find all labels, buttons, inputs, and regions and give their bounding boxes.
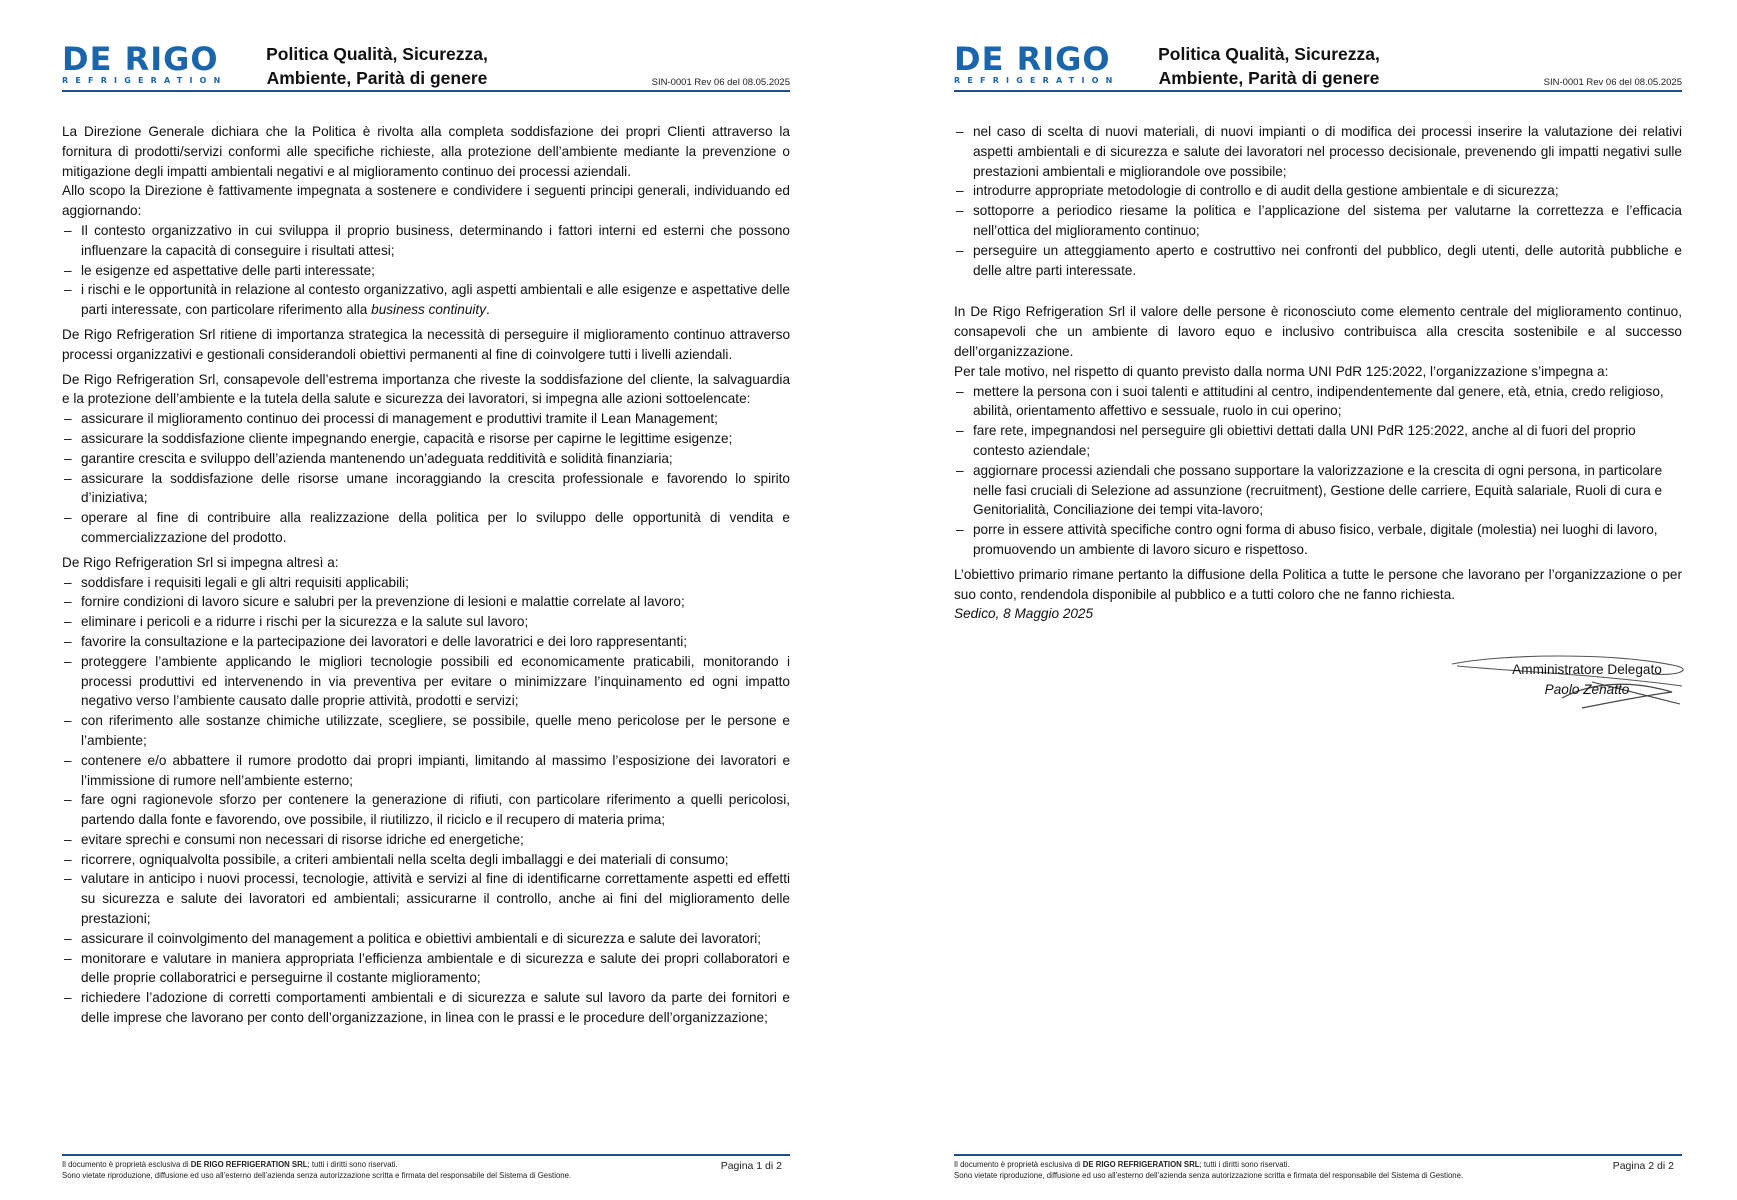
page-1 xyxy=(50,0,830,1200)
page-number: Pagina 2 di 2 xyxy=(1612,1160,1674,1172)
list-item: – proteggere l’ambiente applicando le migliori tecnologie possibili ed economicamente praticabili, monitorando i processi produttivi ed intervenendo in via preventiva per evitare o minimizzare l’inquinamento ed ogni impatto negativo verso l’ambiente causato dalle proprie attività, prodotti e servizi; xyxy=(62,652,790,711)
principles-list xyxy=(62,221,790,320)
page-2 xyxy=(942,0,1722,1200)
list-item: – sottoporre a periodico riesame la politica e l’applicazione del sistema per valutarne la correttezza e l’efficacia nell’ottica del miglioramento continuo; xyxy=(954,201,1682,241)
list-item: – operare al fine di contribuire alla realizzazione della politica per lo sviluppo delle opportunità di vendita e commercializzazione del prodotto. xyxy=(62,508,790,548)
page-2-content xyxy=(954,122,1682,624)
list-item: – garantire crescita e sviluppo dell’azienda mantenendo un’adeguata redditività e solidità finanziaria; xyxy=(62,449,790,469)
footer-company: DE RIGO REFRIGERATION SRL xyxy=(1082,1160,1200,1169)
list-item: – assicurare la soddisfazione delle risorse umane incoraggiando la crescita professionale e favorendo lo spirito d’iniziativa; xyxy=(62,469,790,509)
title-line-1: Politica Qualità, Sicurezza, xyxy=(266,44,488,64)
footer-disclaimer xyxy=(954,1159,1574,1181)
document-title xyxy=(252,42,502,90)
list-item: – assicurare la soddisfazione cliente impegnando energie, capacità e risorse per capirne le legittime esigenze; xyxy=(62,429,790,449)
list-item: – fare rete, impegnandosi nel perseguire gli obiettivi dettati dalla UNI PdR 125:2022, anche al di fuori del proprio contesto aziendale; xyxy=(954,421,1682,461)
list-item: – aggiornare processi aziendali che possano supportare la valorizzazione e la crescita di ogni persona, in particolare nelle fasi cruciali di Selezione ad assunzione (recruitment), Gestione delle carriere, Equità salariale, Ruoli di cura e Genitorialità, Conciliazione dei tempi vita-lavoro; xyxy=(954,461,1682,520)
list-item: – ricorrere, ogniqualvolta possibile, a criteri ambientali nella scelta degli imballaggi e dei materiali di consumo; xyxy=(62,850,790,870)
footer-text: Sono vietate riproduzione, diffusione ed uso all’esterno dell’azienda senza autorizzazione scritta e firmata del responsabile del Sistema di Gestione. xyxy=(62,1171,572,1180)
list-item: – evitare sprechi e consumi non necessari di risorse idriche ed energetiche; xyxy=(62,830,790,850)
paragraph: Allo scopo la Direzione è fattivamente impegnata a sostenere e condividere i seguenti principi generali, individuando ed aggiornando: xyxy=(62,183,790,219)
gender-equality-list xyxy=(954,382,1682,560)
page-footer xyxy=(62,1154,790,1181)
list-item: – mettere la persona con i suoi talenti e attitudini al centro, indipendentemente dal genere, età, etnia, credo religioso, abilità, orientamento affettivo e sessuale, ruolo in cui operino; xyxy=(954,382,1682,422)
signer-name: Paolo Zenatto xyxy=(1544,681,1630,697)
list-item-text: i rischi e le opportunità in relazione al contesto organizzativo, agli aspetti ambientali e alle esigenze e aspettative delle parti interessate, con particolare riferimento alla xyxy=(81,282,790,318)
paragraph: La Direzione Generale dichiara che la Politica è rivolta alla completa soddisfazione dei propri Clienti attraverso la fornitura di prodotti/servizi conformi alle specifiche richieste, alla protezione dell’ambiente mediante la prevenzione o mitigazione degli impatti ambientali negativi e al miglioramento continuo dei processi aziendali. xyxy=(62,124,790,179)
actions-list xyxy=(62,409,790,548)
page-footer xyxy=(954,1154,1682,1181)
commitments-list xyxy=(62,573,790,1028)
list-item: – favorire la consultazione e la partecipazione dei lavoratori e delle lavoratrici e dei loro rappresentanti; xyxy=(62,632,790,652)
list-item: – assicurare il coinvolgimento del management a politica e obiettivi ambientali e di sicurezza e salute dei lavoratori; xyxy=(62,929,790,949)
place-date: Sedico, 8 Maggio 2025 xyxy=(954,606,1094,622)
company-logo xyxy=(954,40,1124,85)
footer-text: Sono vietate riproduzione, diffusione ed uso all’esterno dell’azienda senza autorizzazione scritta e firmata del responsabile del Sistema di Gestione. xyxy=(954,1171,1464,1180)
title-line-2: Ambiente, Parità di genere xyxy=(266,68,488,88)
logo-sub-text: REFRIGERATION xyxy=(954,76,1120,85)
page-header xyxy=(62,38,790,92)
list-item: – fornire condizioni di lavoro sicure e salubri per la prevenzione di lesioni e malattie correlate al lavoro; xyxy=(62,592,790,612)
emphasis-text: business continuity xyxy=(371,302,486,318)
footer-text: Il documento è proprietà esclusiva di xyxy=(62,1160,191,1169)
list-item: – monitorare e valutare in maniera appropriata l’efficienza ambientale e di sicurezza e salute dei propri collaboratori e delle proprie collaboratrici e perseguirne il costante miglioramento; xyxy=(62,949,790,989)
signature-block xyxy=(1502,660,1672,700)
list-item: – eliminare i pericoli e a ridurre i rischi per la sicurezza e la salute sul lavoro; xyxy=(62,612,790,632)
list-item xyxy=(62,280,790,320)
logo-main-text: DE RIGO xyxy=(62,40,219,78)
page-1-content xyxy=(62,122,790,1028)
document-code: SIN-0001 Rev 06 del 08.05.2025 xyxy=(1543,77,1682,88)
list-item: – assicurare il miglioramento continuo dei processi di management e produttivi tramite il Lean Management; xyxy=(62,409,790,429)
footer-disclaimer xyxy=(62,1159,682,1181)
list-item: – introdurre appropriate metodologie di controllo e di audit della gestione ambientale e di sicurezza; xyxy=(954,181,1682,201)
footer-text: ; tutti i diritti sono riservati. xyxy=(307,1160,398,1169)
company-logo xyxy=(62,40,232,85)
footer-text: Il documento è proprietà esclusiva di xyxy=(954,1160,1083,1169)
signer-role: Amministratore Delegato xyxy=(1512,662,1662,677)
commitments-list-continued xyxy=(954,122,1682,280)
document-code: SIN-0001 Rev 06 del 08.05.2025 xyxy=(651,77,790,88)
footer-text: ; tutti i diritti sono riservati. xyxy=(1199,1160,1290,1169)
logo-main-text: DE RIGO xyxy=(954,40,1111,78)
list-item: – valutare in anticipo i nuovi processi, tecnologie, attività e servizi al fine di identificarne correttamente aspetti ed effetti su sicurezza e salute dei lavoratori ed ambientali; assicurarne il controllo, anche ai fini del miglioramento delle prestazioni; xyxy=(62,869,790,928)
page-header xyxy=(954,38,1682,92)
title-line-2: Ambiente, Parità di genere xyxy=(1158,68,1380,88)
list-item: – perseguire un atteggiamento aperto e costruttivo nei confronti del pubblico, degli utenti, delle autorità pubbliche e delle altre parti interessate. xyxy=(954,241,1682,281)
list-item: – Il contesto organizzativo in cui sviluppa il proprio business, determinando i fattori interni ed esterni che possono influenzare la capacità di conseguire i risultati attesi; xyxy=(62,221,790,261)
page-number: Pagina 1 di 2 xyxy=(720,1160,782,1172)
list-item: – richiedere l’adozione di corretti comportamenti ambientali e di sicurezza e salute sul lavoro da parte dei fornitori e delle imprese che lavorano per conto dell’organizzazione, in linea con le prassi e le procedure dell’organizzazione; xyxy=(62,988,790,1028)
paragraph: Per tale motivo, nel rispetto di quanto previsto dalla norma UNI PdR 125:2022, l’organizzazione s’impegna a: xyxy=(954,363,1609,379)
list-item: – con riferimento alle sostanze chimiche utilizzate, scegliere, se possibile, quelle meno pericolose per le persone e l’ambiente; xyxy=(62,711,790,751)
paragraph: In De Rigo Refrigeration Srl il valore delle persone è riconosciuto come elemento centrale del miglioramento continuo, consapevoli che un ambiente di lavoro equo e inclusivo contribuisca alla crescita sostenibile e al successo dell’organizzazione. xyxy=(954,304,1682,359)
list-item: – le esigenze ed aspettative delle parti interessate; xyxy=(62,261,790,281)
paragraph: De Rigo Refrigeration Srl si impegna altresì a: xyxy=(62,554,339,570)
paragraph: L’obiettivo primario rimane pertanto la diffusione della Politica a tutte le persone che lavorano per l’organizzazione o per suo conto, rendendola disponibile al pubblico e a tutti coloro che ne fanno richiesta. xyxy=(954,566,1682,602)
footer-company: DE RIGO REFRIGERATION SRL xyxy=(190,1160,308,1169)
list-item: – nel caso di scelta di nuovi materiali, di nuovi impianti o di modifica dei processi inserire la valutazione dei relativi aspetti ambientali e di sicurezza e salute dei lavoratori nel processo decisionale, prevenendo gli impatti negativi sulle prestazioni ambientali e migliorandole ove possibile; xyxy=(954,122,1682,181)
document-title xyxy=(1144,42,1394,90)
list-item: – porre in essere attività specifiche contro ogni forma di abuso fisico, verbale, digitale (molestia) nei luoghi di lavoro, promuovendo un ambiente di lavoro sicuro e rispettoso. xyxy=(954,520,1682,560)
paragraph: De Rigo Refrigeration Srl ritiene di importanza strategica la necessità di perseguire il miglioramento continuo attraverso processi organizzativi e gestionali considerandoli obiettivi permanenti al fine di coinvolgere tutti i livelli aziendali. xyxy=(62,326,790,362)
list-item: – contenere e/o abbattere il rumore prodotto dai propri impianti, limitando al massimo l’esposizione dei lavoratori e l’immissione di rumore nell’ambiente esterno; xyxy=(62,751,790,791)
title-line-1: Politica Qualità, Sicurezza, xyxy=(1158,44,1380,64)
list-item-text: . xyxy=(486,302,490,318)
list-item: – soddisfare i requisiti legali e gli altri requisiti applicabili; xyxy=(62,573,790,593)
logo-sub-text: REFRIGERATION xyxy=(62,76,228,85)
paragraph: De Rigo Refrigeration Srl, consapevole dell’estrema importanza che riveste la soddisfazione del cliente, la salvaguardia e la protezione dell’ambiente e la tutela della salute e sicurezza dei lavoratori, si impegna alle azioni sottoelencate: xyxy=(62,371,790,407)
list-item: – fare ogni ragionevole sforzo per contenere la generazione di rifiuti, con particolare riferimento a quelli pericolosi, partendo dalla fonte e favorendo, ove possibile, il riutilizzo, il riciclo e il recupero di materia prima; xyxy=(62,790,790,830)
